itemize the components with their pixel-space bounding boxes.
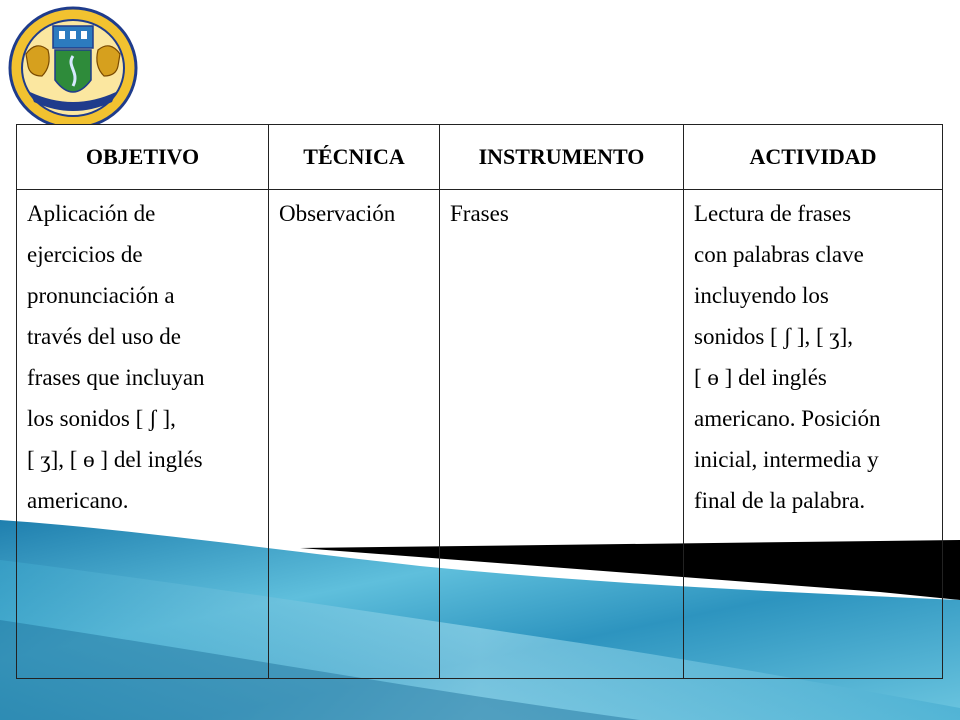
actividad-text: Lectura de frases con palabras clave incluyendo los sonidos [ ʃ ], [ ʒ], [ ɵ ] del inglés americano. Posición inicial, intermedia y final de la palabra. [684,190,942,521]
objetivo-text: Aplicación de ejercicios de pronunciación a través del uso de frases que incluyan los sonidos [ ʃ ], [ ʒ], [ ɵ ] del inglés americano. [17,190,268,521]
tecnica-text: Observación [269,190,439,234]
cell-objetivo [17,190,269,679]
cell-instrumento [440,190,684,679]
cell-tecnica [269,190,440,679]
cell-actividad [684,190,943,679]
header-instrumento: INSTRUMENTO [440,125,684,190]
header-actividad: ACTIVIDAD [684,125,943,190]
evaluation-table [16,124,943,679]
header-row [17,125,943,190]
university-seal-logo [8,6,138,130]
header-tecnica: TÉCNICA [269,125,440,190]
header-objetivo: OBJETIVO [17,125,269,190]
instrumento-text: Frases [440,190,683,234]
table-row [17,190,943,679]
